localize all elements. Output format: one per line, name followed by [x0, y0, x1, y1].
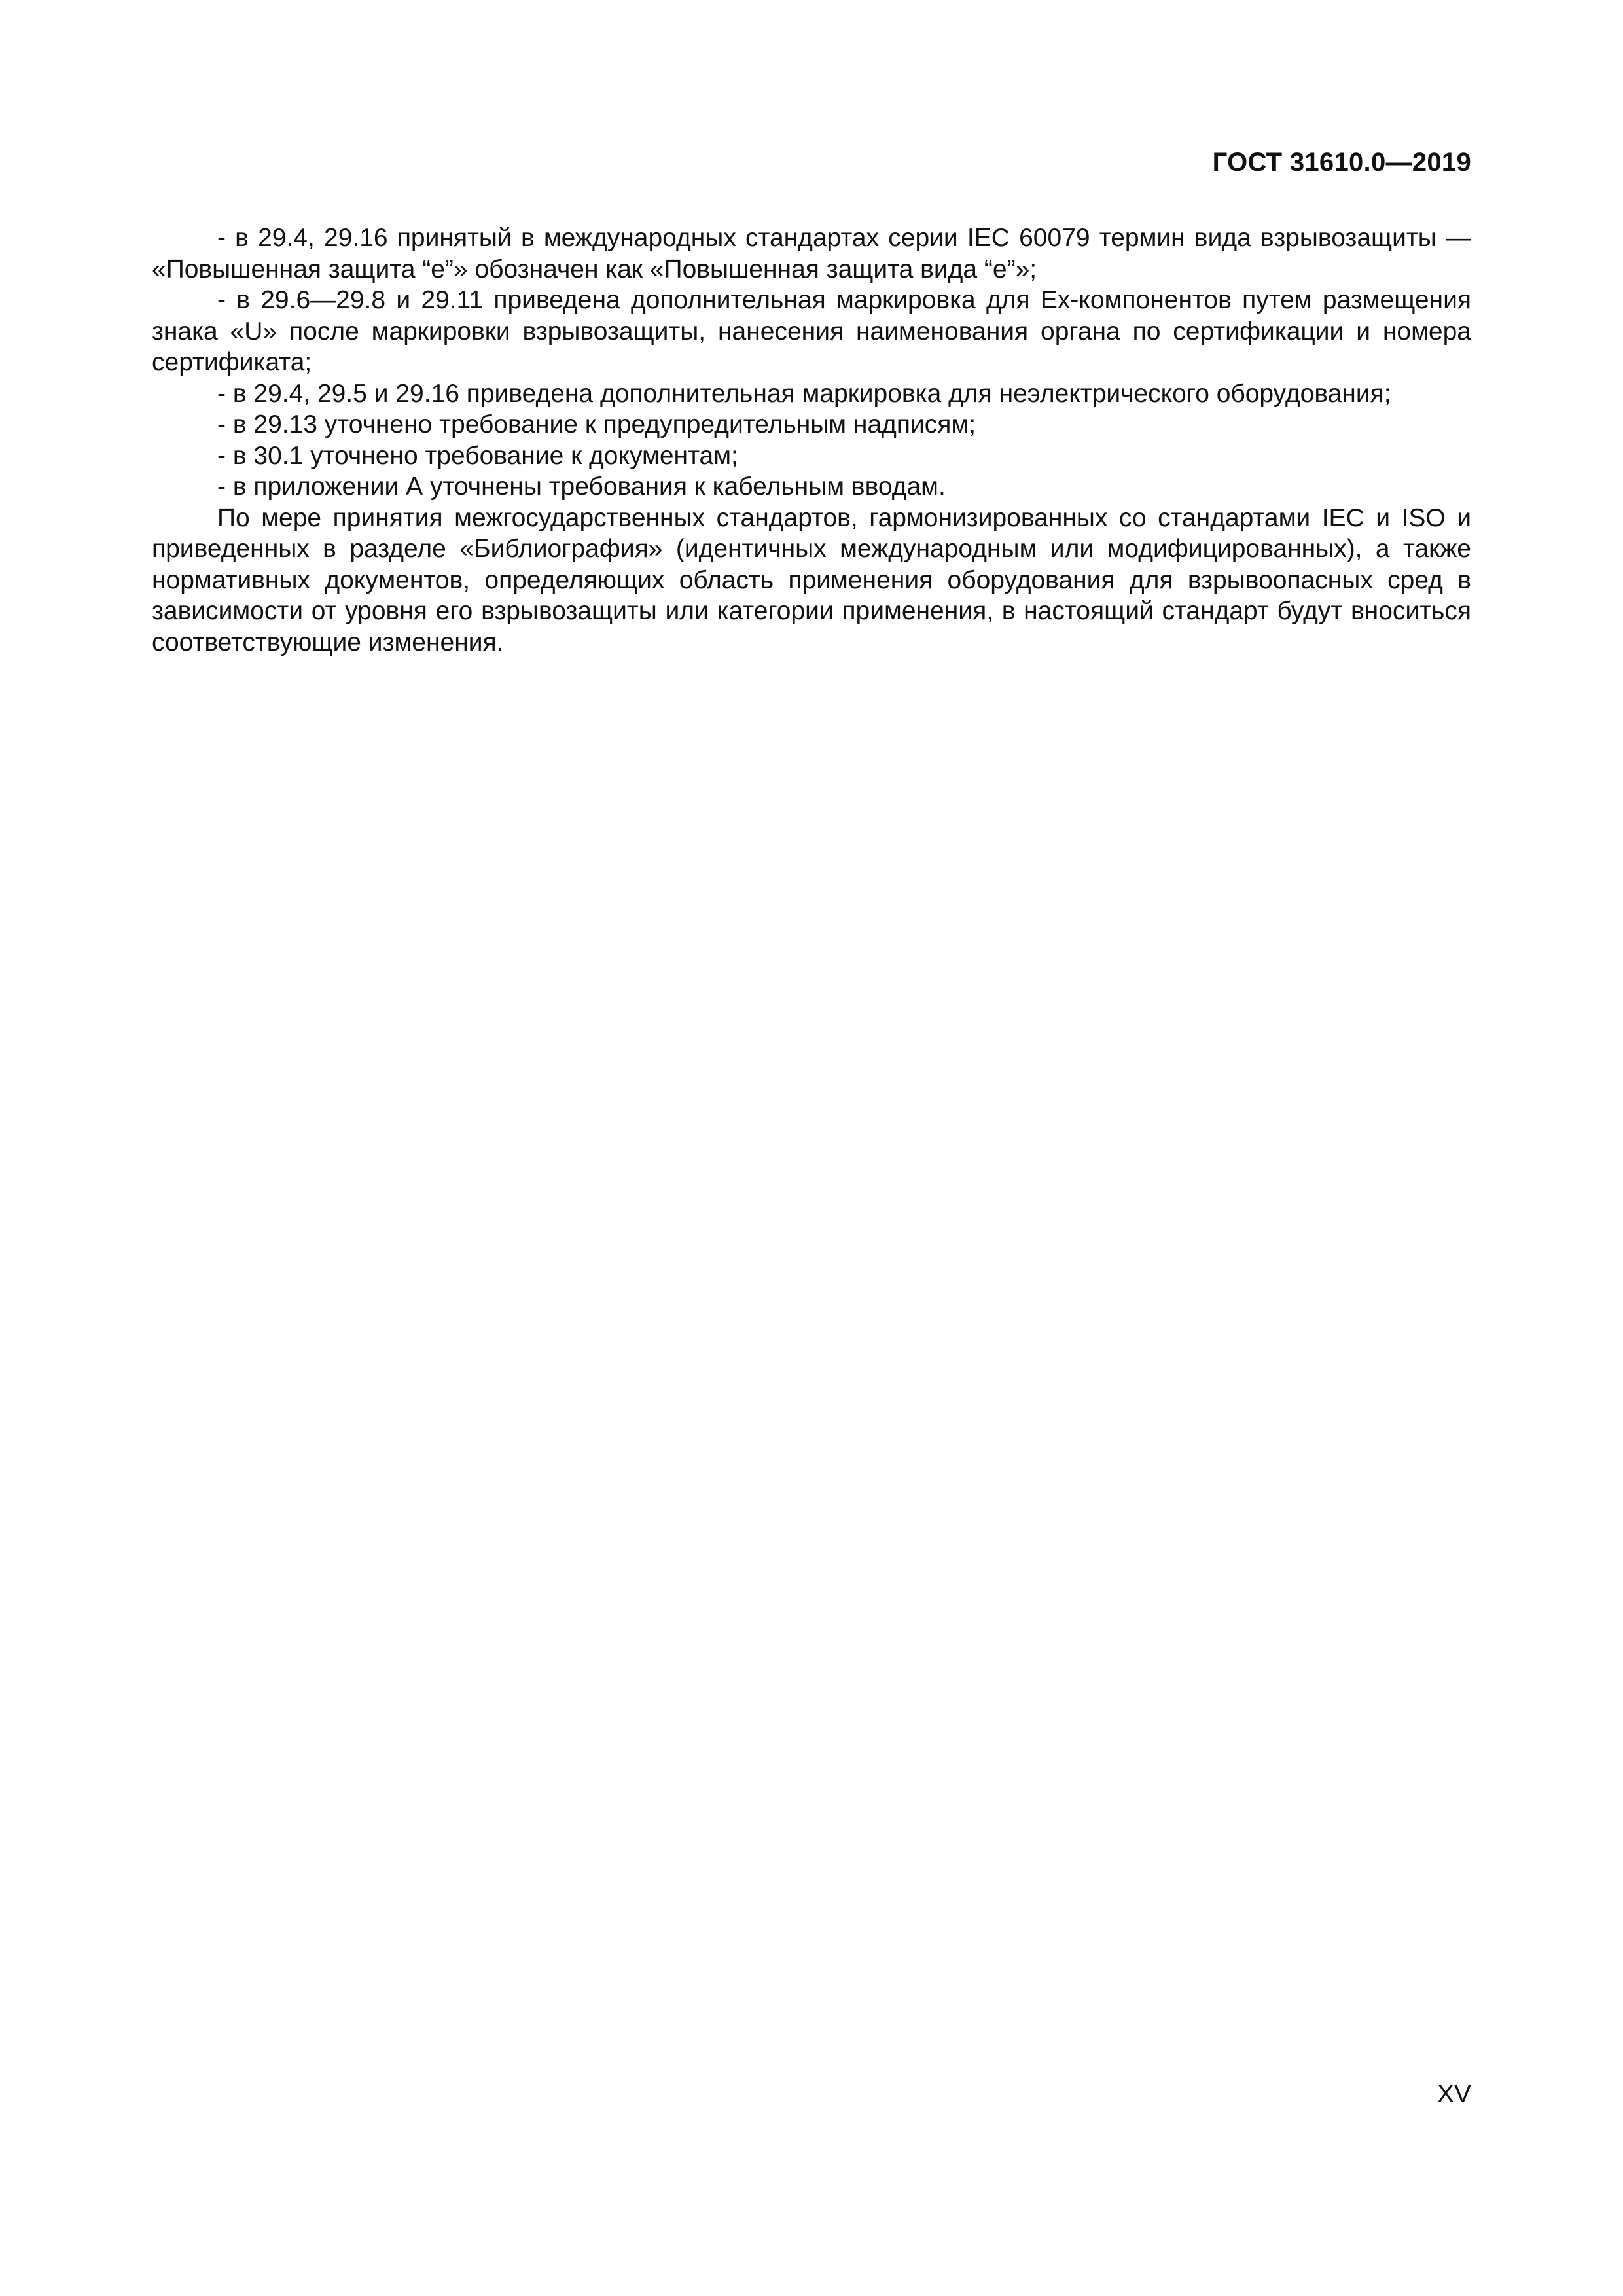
list-item-warning-labels: - в 29.13 уточнено требование к предупредительным надписям; [217, 410, 976, 439]
body-text [152, 223, 1471, 658]
list-item-term-change: - в 29.4, 29.16 принятый в международных стандартах серии IEC 60079 термин вида взрывозащиты — «Повышенная защита “е”» обозначен как «Повышенная защита вида “е”»; [152, 224, 1471, 283]
closing-paragraph: По мере принятия межгосударственных стандартов, гармонизированных со стандартами IEC и ISO и приведенных в разделе «Библиография» (идентичных международным или модифицированных), а также нормативных документов, определяющих область применения оборудования для взрывоопасных сред в зависимости от уровня его взрывозащиты или категории применения, в настоящий стандарт будут вноситься соответствующие изменения. [152, 503, 1471, 656]
page-number: XV [1436, 2080, 1471, 2108]
list-item-cable-entries: - в приложении А уточнены требования к кабельным вводам. [217, 473, 946, 501]
list-item-non-electrical-marking: - в 29.4, 29.5 и 29.16 приведена дополнительная маркировка для неэлектрического оборудования; [217, 379, 1391, 408]
list-item-ex-component-marking: - в 29.6—29.8 и 29.11 приведена дополнительная маркировка для Ex-компонентов путем размещения знака «U» после маркировки взрывозащиты, нанесения наименования органа по сертификации и номера сертификата; [152, 286, 1471, 376]
list-item-documents: - в 30.1 уточнено требование к документам; [217, 441, 738, 470]
standard-designation: ГОСТ 31610.0—2019 [1212, 148, 1471, 177]
